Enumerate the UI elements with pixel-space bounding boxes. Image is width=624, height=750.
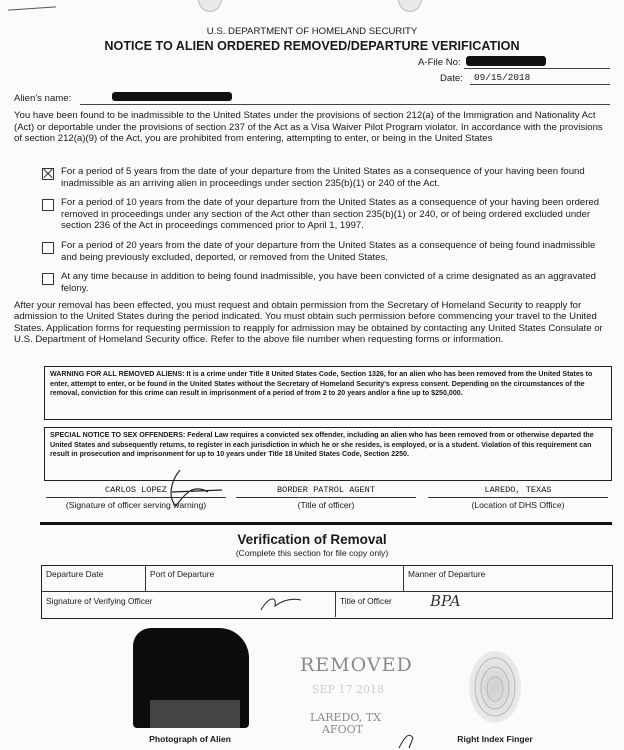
department-name: U.S. DEPARTMENT OF HOMELAND SECURITY	[206, 26, 418, 37]
checkbox-10-years[interactable]	[42, 199, 54, 211]
stamp-manner: AFOOT	[322, 723, 363, 736]
alien-name-redaction	[112, 92, 232, 101]
table-col-2	[403, 565, 404, 591]
checkbox-any-time[interactable]	[42, 273, 54, 285]
option-10-years: For a period of 10 years from the date of your departure from the United States as a consequence of your having been ordered removed in proceedings under any section of the Act other than section 235(b)(1) or 240, or of being ordered excluded under section 236 of the Act in proceedings commenced prior to April 1, 1997.	[61, 197, 600, 232]
alien-name-label: Alien's name:	[14, 93, 72, 104]
option-5-years: For a period of 5 years from the date of your departure from the United States as a consequence of your having been found inadmissible as an arriving alien in proceedings under section 235(b)(1) or 240 of the Act.	[61, 166, 585, 189]
verification-table	[41, 565, 613, 619]
photo-label: Photograph of Alien	[149, 734, 231, 744]
margin-mark	[8, 6, 56, 10]
table-row-divider	[41, 591, 612, 592]
option-20-years: For a period of 20 years from the date of your departure from the United States as a consequence of being found inadmissible and being previously excluded, deported, or removed from the United States.	[61, 240, 596, 263]
photo-shirt	[150, 700, 240, 728]
fingerprint-image	[465, 648, 525, 726]
special-notice-text: SPECIAL NOTICE TO SEX OFFENDERS: Federal Law requires a convicted sex offender, including an alien who has been removed from or otherwise departed the United States and subsequently returns, to register in each jurisdiction in which he or she resides, is employed, or is a student. Violation of this requirement can result in prosecution and imprisonment for up to 10 years under Title 18 United States Code, Section 2250.	[50, 431, 594, 459]
date-value: 09/15/2018	[474, 72, 531, 83]
officer-title: BORDER PATROL AGENT	[277, 485, 375, 495]
afile-label: A-File No:	[418, 57, 461, 68]
officer-signature	[150, 462, 230, 510]
punch-hole-right	[398, 0, 422, 12]
signature-label: (Signature of officer serving warning)	[65, 500, 207, 510]
stamp-removed: REMOVED	[300, 654, 413, 676]
title-of-officer-field[interactable]: Title of Officer	[340, 596, 392, 606]
alien-signature-mark	[395, 728, 425, 750]
sig-line-3	[428, 497, 608, 498]
table-col-3	[335, 591, 336, 617]
warning-text: WARNING FOR ALL REMOVED ALIENS: It is a crime under Title 8 United States Code, Section 1326, for an alien who has been removed from the United States to enter, attempt to enter, or be found in the United States without the Secretary of Homeland Security's express consent. Depending on the circumstances of the removal, conviction for this crime can result in imprisonment of a period of from 2 to 20 years and/or a fine up to $250,000.	[50, 370, 593, 398]
section-divider	[40, 522, 612, 525]
intro-paragraph: You have been found to be inadmissible to the United States under the provisions of section 212(a) of the Immigration and Nationality Act (Act) or deportable under the provisions of section 237 of the Act as a Visa Waiver Pilot Program violator. In accordance with the provisions of section 212(a)(9) of the Act, you are prohibited from entering, attempting to enter, or being in the United States	[14, 110, 603, 145]
checkbox-5-years[interactable]	[42, 168, 54, 180]
date-label: Date:	[440, 73, 463, 84]
punch-hole-left	[198, 0, 222, 12]
checkbox-20-years[interactable]	[42, 242, 54, 254]
departure-date-field[interactable]: Departure Date	[46, 569, 104, 579]
office-location: LAREDO, TEXAS	[484, 485, 552, 495]
title-of-officer-value: BPA	[430, 592, 461, 610]
sig-line-2	[236, 497, 416, 498]
date-underline	[470, 84, 610, 85]
after-removal-paragraph: After your removal has been effected, you must request and obtain permission from the Secretary of Homeland Security to reapply for admission to the United States during the period indicated. You must obtain such permission before commencing your travel to the United States. Application forms for requesting permission to reapply for admission may be obtained by contacting any United States Consulate or U.S. Department of Homeland Security office. Refer to the above file number when requesting forms or information.	[14, 300, 603, 346]
verifying-officer-signature-field[interactable]: Signature of Verifying Officer	[46, 596, 153, 606]
verifying-officer-signature	[255, 592, 315, 614]
stamp-date: SEP 17 2018	[312, 683, 384, 696]
location-label: (Location of DHS Office)	[471, 500, 565, 510]
officer-name: CARLOS LOPEZ	[105, 485, 167, 495]
form-title: NOTICE TO ALIEN ORDERED REMOVED/DEPARTURE VERIFICATION	[104, 39, 520, 53]
port-of-departure-field[interactable]: Port of Departure	[150, 569, 215, 579]
afile-underline	[464, 68, 610, 69]
table-col-1	[145, 565, 146, 591]
verification-title: Verification of Removal	[237, 532, 387, 547]
stamp-location: LAREDO, TX	[310, 711, 381, 724]
fingerprint-label: Right Index Finger	[457, 734, 533, 744]
verification-subtitle: (Complete this section for file copy only)	[235, 548, 389, 558]
option-any-time: At any time because in addition to being found inadmissible, you have been convicted of a crime designated as an aggravated felony.	[61, 271, 596, 294]
manner-of-departure-field[interactable]: Manner of Departure	[408, 569, 486, 579]
alien-name-underline	[80, 104, 610, 105]
title-label: (Title of officer)	[297, 500, 355, 510]
afile-redaction	[466, 56, 546, 66]
